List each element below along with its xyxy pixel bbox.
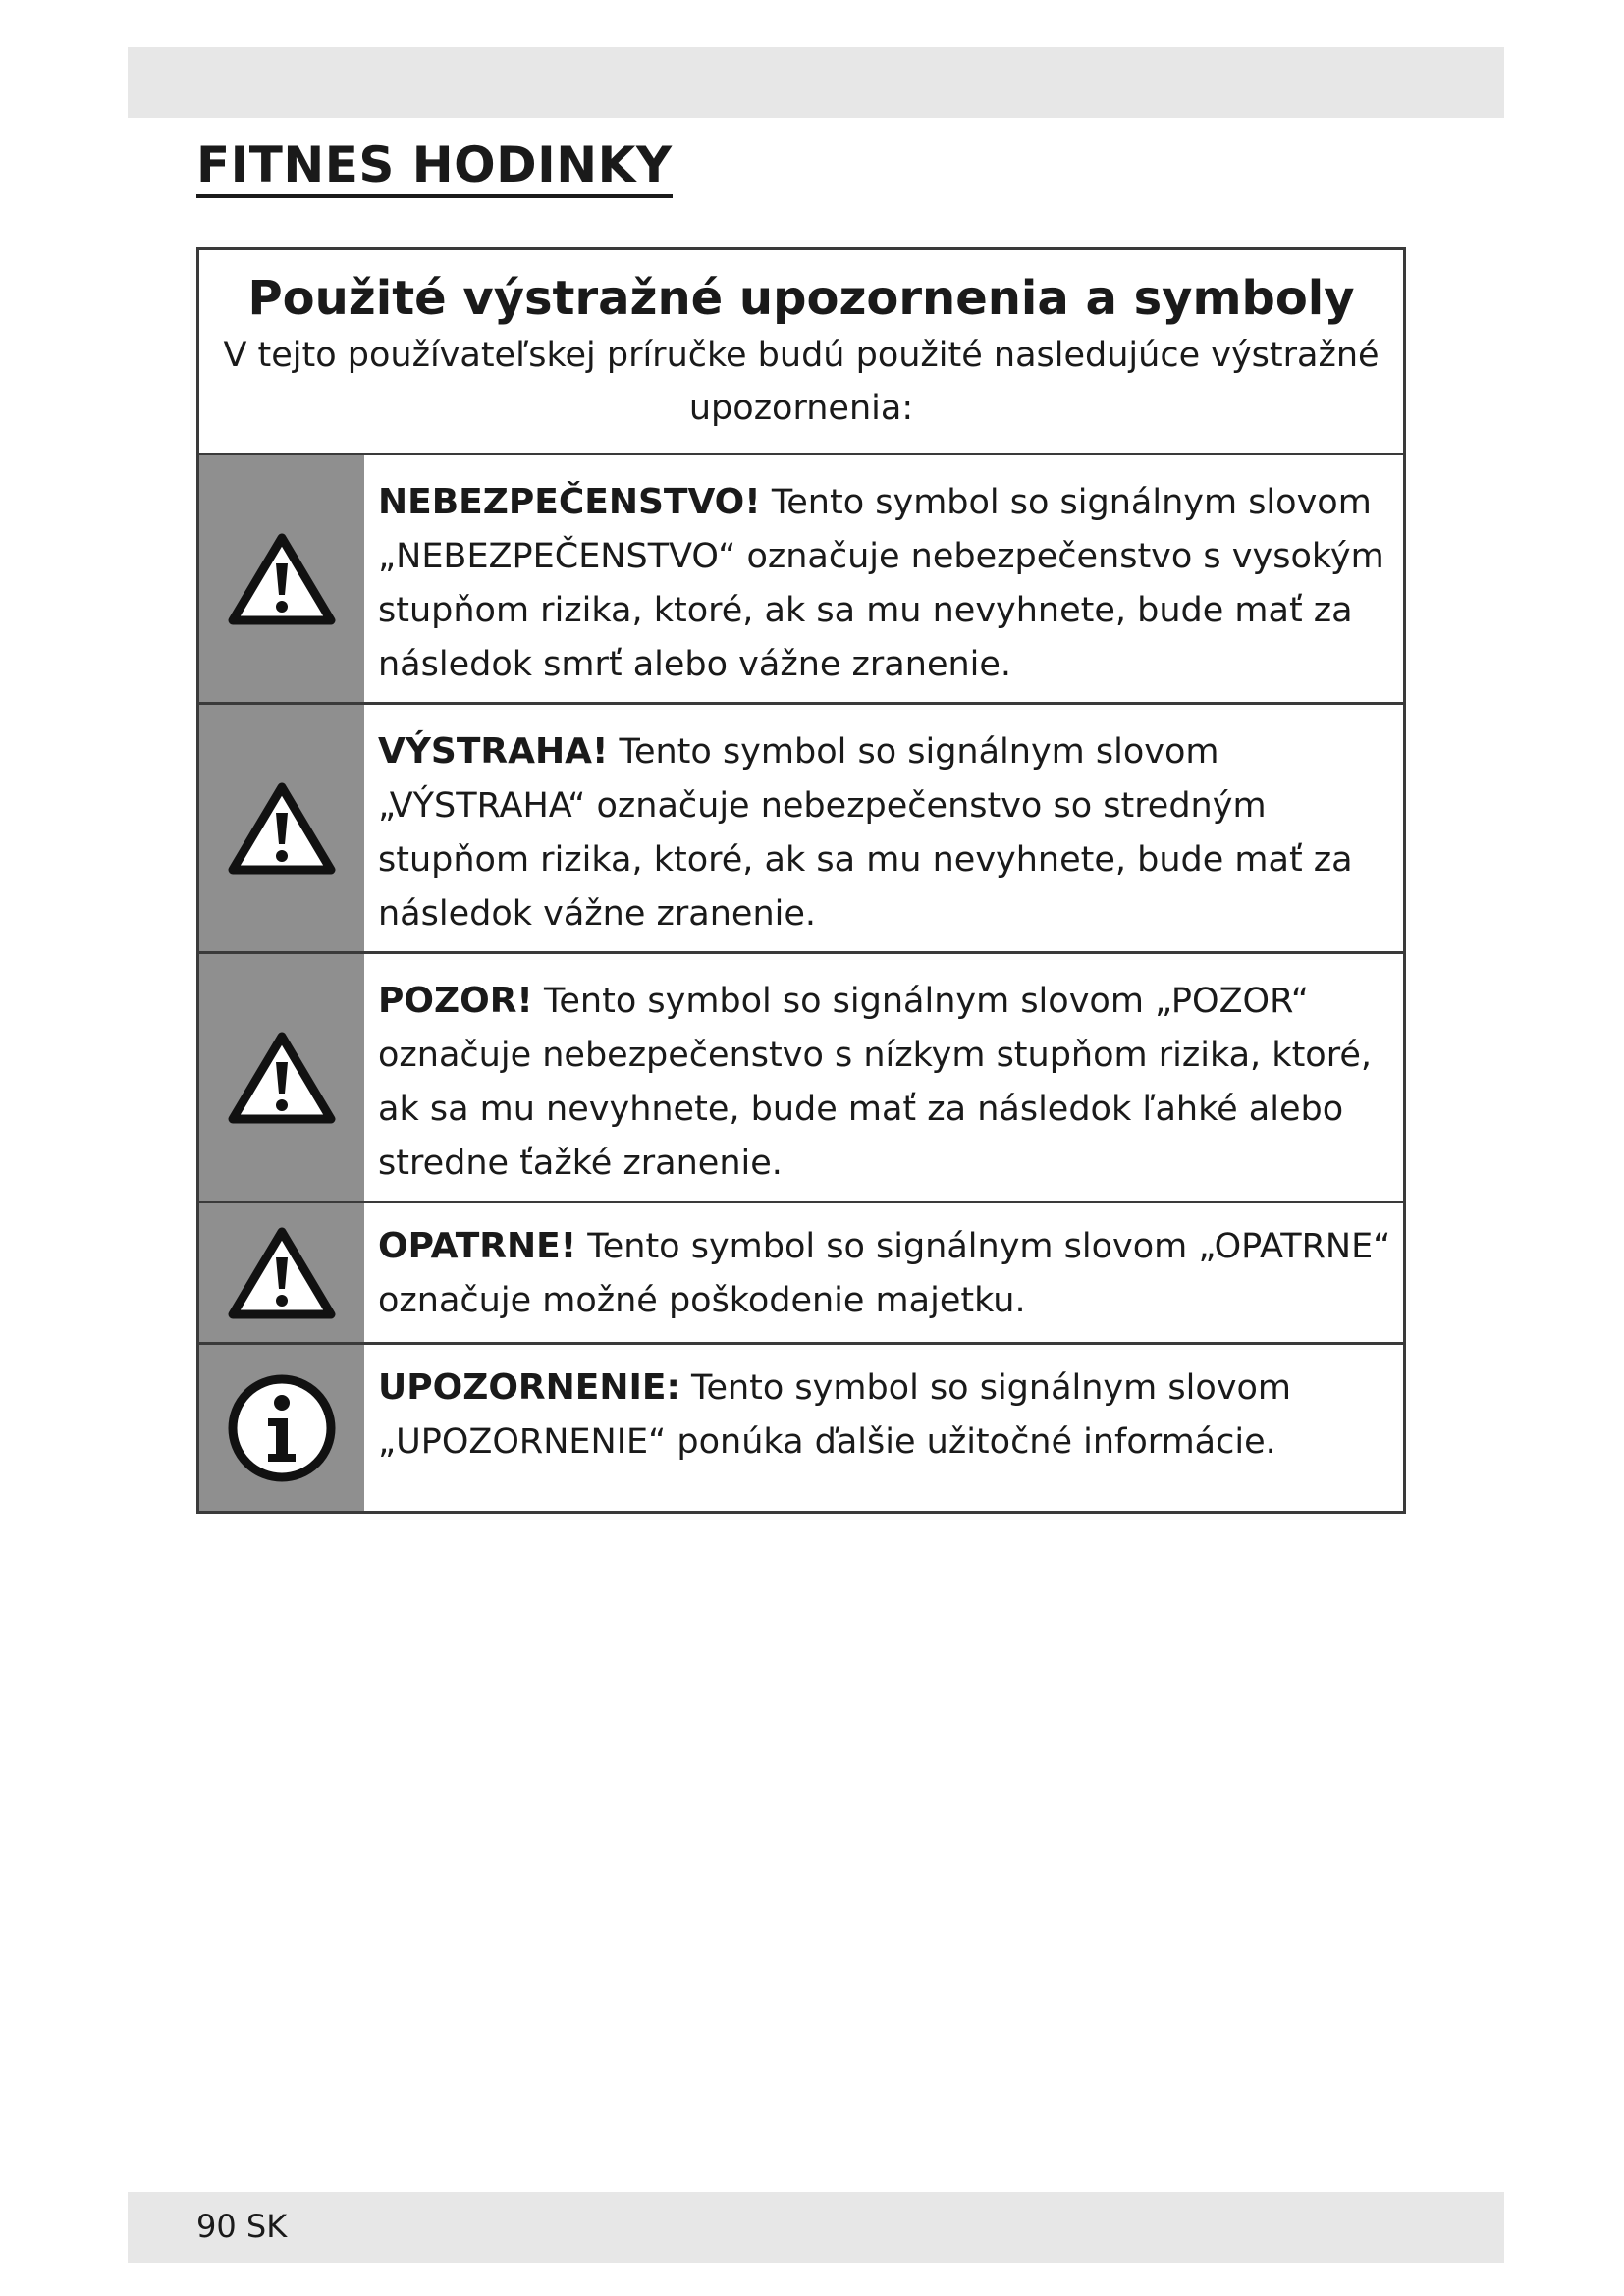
info-circle-icon	[225, 1371, 339, 1485]
signal-word: NEBEZPEČENSTVO!	[378, 482, 761, 522]
warning-triangle-icon	[227, 1031, 337, 1125]
row-text	[364, 954, 1403, 1201]
icon-cell	[199, 1203, 364, 1342]
signal-word: UPOZORNENIE:	[378, 1367, 680, 1408]
row-description: Tento symbol so signálnym slovom „NEBEZPEČENSTVO“ označuje nebezpečenstvo s vysokým stupňom rizika, ktoré, ak sa mu nevyhnete, bude mať za následok smrť alebo vážne zranenie.	[378, 483, 1384, 684]
row-text	[364, 1345, 1403, 1511]
warning-symbols-table	[196, 247, 1406, 1514]
header-band	[128, 47, 1504, 118]
icon-cell	[199, 705, 364, 951]
table-intro: V tejto používateľskej príručke budú použité nasledujúce výstražné upozornenia:	[223, 336, 1380, 428]
row-description: Tento symbol so signálnym slovom „OPATRNE“ označuje možné poškodenie majetku.	[378, 1227, 1391, 1320]
signal-word: POZOR!	[378, 981, 533, 1021]
footer-band	[128, 2192, 1504, 2263]
row-description: Tento symbol so signálnym slovom „POZOR“ označuje nebezpečenstvo s nízkym stupňom rizika, ktoré, ak sa mu nevyhnete, bude mať za následok ľahké alebo stredne ťažké zranenie.	[378, 982, 1372, 1183]
table-row-info	[199, 1345, 1403, 1511]
table-row-notice	[199, 1203, 1403, 1345]
warning-triangle-icon	[227, 1226, 337, 1320]
signal-word: OPATRNE!	[378, 1226, 577, 1266]
row-text	[364, 1203, 1403, 1342]
table-row-danger	[199, 455, 1403, 705]
table-row-warning	[199, 705, 1403, 954]
table-header	[199, 250, 1403, 455]
row-description: Tento symbol so signálnym slovom „UPOZORNENIE“ ponúka ďalšie užitočné informácie.	[378, 1368, 1291, 1462]
table-row-caution	[199, 954, 1403, 1203]
row-description: Tento symbol so signálnym slovom „VÝSTRAHA“ označuje nebezpečenstvo so stredným stupňom rizika, ktoré, ak sa mu nevyhnete, bude mať za následok vážne zranenie.	[378, 732, 1353, 934]
icon-cell	[199, 1345, 364, 1511]
icon-cell	[199, 455, 364, 702]
table-heading: Použité výstražné upozornenia a symboly	[247, 271, 1355, 326]
page-title: FITNES HODINKY	[196, 135, 673, 198]
page-number: 90 SK	[196, 2208, 288, 2245]
row-text	[364, 455, 1403, 702]
row-text	[364, 705, 1403, 951]
warning-triangle-icon	[227, 781, 337, 876]
signal-word: VÝSTRAHA!	[378, 731, 609, 772]
icon-cell	[199, 954, 364, 1201]
warning-triangle-icon	[227, 532, 337, 626]
